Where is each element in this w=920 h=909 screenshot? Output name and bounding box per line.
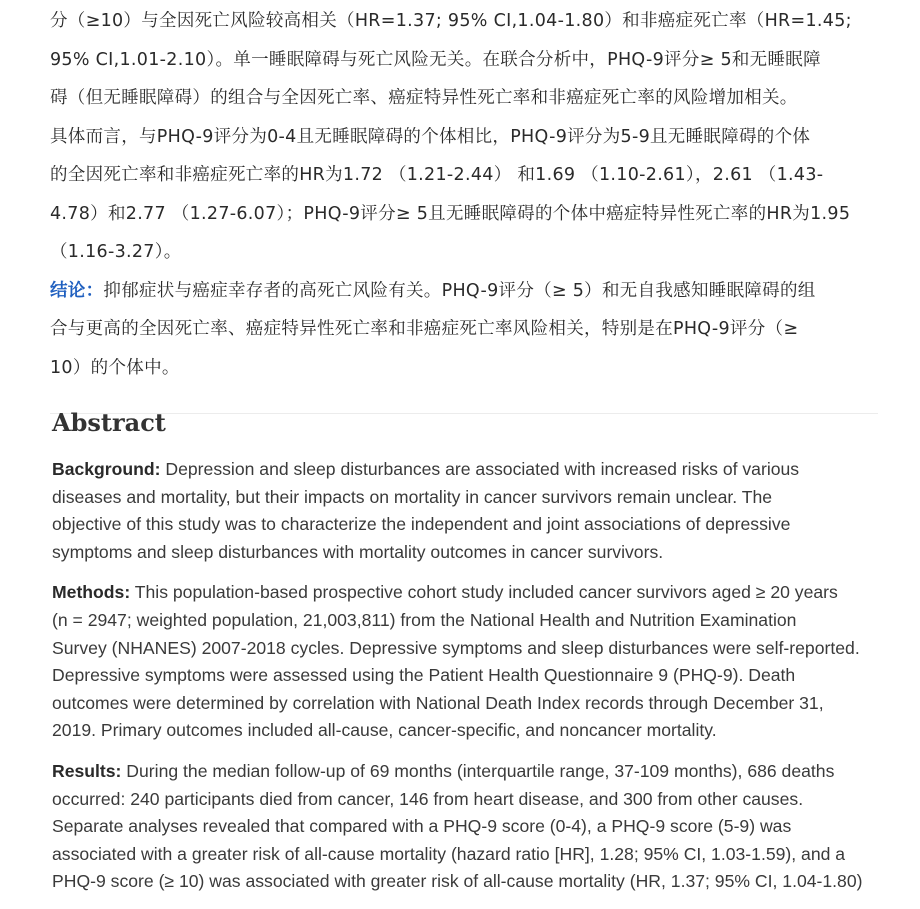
methods-text: This population-based prospective cohort study included cancer survivors aged ≥ 20 years xyxy=(130,582,838,603)
conclusion-text: 抑郁症状与癌症幸存者的高死亡风险有关。PHQ-9评分（≥ 5）和无自我感知睡眠障碍的组 xyxy=(103,280,816,301)
methods-label: Methods: xyxy=(52,582,131,603)
text-line xyxy=(52,758,882,786)
section-divider xyxy=(50,413,878,414)
abstract-heading: Abstract xyxy=(52,408,166,437)
results-text: During the median follow-up of 69 months (interquartile range, 37-109 months), 686 deaths xyxy=(121,760,835,781)
text-line: 2019. Primary outcomes included all-cause, cancer-specific, and noncancer mortality. xyxy=(52,720,717,741)
text-line: symptoms and sleep disturbances with mortality outcomes in cancer survivors. xyxy=(52,541,664,562)
cn-results-paragraph xyxy=(50,2,880,272)
text-line: 4.78）和2.77 （1.27-6.07）；PHQ-9评分≥ 5且无睡眠障碍的个体中癌症特异性死亡率的HR为1.95 xyxy=(50,203,851,224)
text-line: diseases and mortality, but their impacts on mortality in cancer survivors remain unclear. The xyxy=(52,486,773,507)
text-line xyxy=(52,456,882,484)
conclusion-label: 结论： xyxy=(50,280,104,301)
results-label: Results: xyxy=(52,760,122,781)
text-line: 10）的个体中。 xyxy=(50,357,180,378)
cn-conclusion-paragraph xyxy=(50,272,880,388)
results-paragraph xyxy=(52,758,882,896)
text-line: occurred: 240 participants died from cancer, 146 from heart disease, and 300 from other causes. xyxy=(52,788,804,809)
text-line: 95% CI,1.01-2.10）。单一睡眠障碍与死亡风险无关。在联合分析中，PHQ-9评分≥ 5和无睡眠障 xyxy=(50,49,821,70)
text-line: Separate analyses revealed that compared with a PHQ-9 score (0-4), a PHQ-9 score (5-9) was xyxy=(52,816,792,837)
background-label: Background: xyxy=(52,459,161,479)
background-paragraph xyxy=(52,456,882,566)
text-line: Survey (NHANES) 2007-2018 cycles. Depressive symptoms and sleep disturbances were self-reported. xyxy=(52,637,860,658)
text-line: （1.16-3.27）。 xyxy=(50,242,182,262)
text-line xyxy=(50,272,880,311)
text-line: 分（≥10）与全因死亡风险较高相关（HR=1.37; 95% CI,1.04-1.80）和非癌症死亡率（HR=1.45; xyxy=(50,11,852,31)
text-line: 碍（但无睡眠障碍）的组合与全因死亡率、癌症特异性死亡率和非癌症死亡率的风险增加相关。 xyxy=(50,88,798,108)
background-text: Depression and sleep disturbances are associated with increased risks of various xyxy=(160,459,800,479)
text-line: 合与更高的全因死亡率、癌症特异性死亡率和非癌症死亡率风险相关，特别是在PHQ-9评分（≥ xyxy=(50,319,799,339)
text-line: 的全因死亡率和非癌症死亡率的HR为1.72 （1.21-2.44） 和1.69 （1.10-2.61），2.61 （1.43- xyxy=(50,165,824,185)
text-line: objective of this study was to characterize the independent and joint associations of depressive xyxy=(52,514,791,535)
methods-paragraph xyxy=(52,579,882,745)
text-line: 具体而言，与PHQ-9评分为0-4且无睡眠障碍的个体相比，PHQ-9评分为5-9且无睡眠障碍的个体 xyxy=(50,126,811,147)
text-line: (n = 2947; weighted population, 21,003,811) from the National Health and Nutrition Examination xyxy=(52,609,797,630)
text-line xyxy=(52,579,882,607)
chinese-summary xyxy=(50,2,880,387)
text-line: PHQ-9 score (≥ 10) was associated with greater risk of all-cause mortality (HR, 1.37; 95% CI, 1.04-1.80) xyxy=(52,871,863,892)
abstract-body xyxy=(52,456,882,909)
text-line: outcomes were determined by correlation with National Death Index records through December 31, xyxy=(52,692,824,713)
text-line: associated with a greater risk of all-cause mortality (hazard ratio [HR], 1.28; 95% CI, 1.03-1.59), and a xyxy=(52,843,846,864)
text-line: Depressive symptoms were assessed using the Patient Health Questionnaire 9 (PHQ-9). Death xyxy=(52,665,796,686)
